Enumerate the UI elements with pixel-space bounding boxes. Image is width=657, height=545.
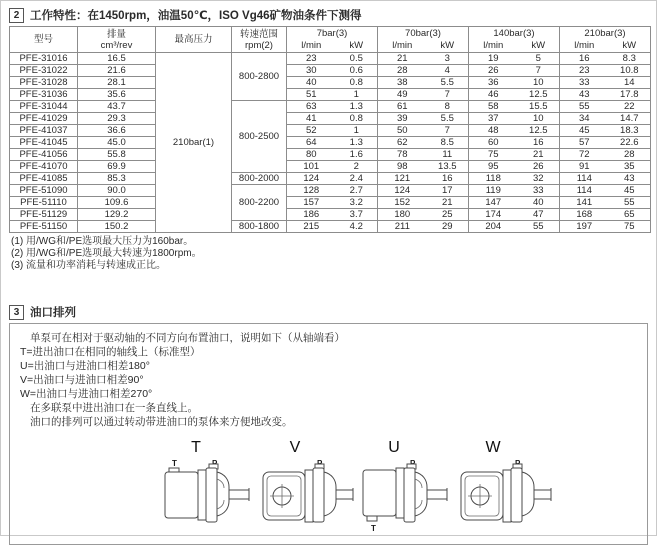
col-header-pressure-2 xyxy=(469,27,560,53)
value-lmin: 61 xyxy=(397,101,408,112)
value-lmin: 45 xyxy=(579,125,590,136)
cell-flow-power xyxy=(560,137,651,149)
value-kw: 75 xyxy=(624,221,635,232)
table-row xyxy=(10,221,651,233)
cell-flow-power xyxy=(378,149,469,161)
section2-header xyxy=(9,7,656,23)
value-lmin: 152 xyxy=(394,197,411,208)
footnote-3: (3) 流量和功率消耗与转速成正比。 xyxy=(11,260,166,271)
cell-flow-power xyxy=(287,65,378,77)
value-kw: 47 xyxy=(533,209,544,220)
value-kw: 17.8 xyxy=(620,89,639,100)
table-row xyxy=(10,101,651,113)
value-lmin: 55 xyxy=(579,101,590,112)
col-header-displacement: 排量 cm³/rev xyxy=(78,27,156,53)
value-lmin: 48 xyxy=(488,125,499,136)
value-kw: 18.3 xyxy=(620,125,639,136)
value-lmin: 39 xyxy=(397,113,408,124)
pump-diagram-V xyxy=(261,439,355,532)
value-lmin: 98 xyxy=(397,161,408,172)
value-lmin: 37 xyxy=(488,113,499,124)
col-header-max-pressure: 最高压力 xyxy=(156,27,232,53)
cell-flow-power xyxy=(378,101,469,113)
cell-flow-power xyxy=(287,161,378,173)
cell-flow-power xyxy=(378,137,469,149)
value-lmin: 63 xyxy=(306,101,317,112)
cell-model: PFE-41029 xyxy=(10,113,78,125)
value-lmin: 204 xyxy=(485,221,502,232)
cell-flow-power xyxy=(378,53,469,65)
value-kw: 1 xyxy=(353,89,359,100)
footnote-1: (1) 用/WG和/PE选项最大压力为160bar。 xyxy=(11,236,194,247)
port-line-rotate: 油口的排列可以通过转动带进油口的泵体来方便地改变。 xyxy=(30,416,293,428)
value-kw: 29 xyxy=(442,221,453,232)
value-kw: 1.3 xyxy=(349,101,363,112)
value-lmin: 101 xyxy=(303,161,320,172)
pump-diagram-W xyxy=(459,439,553,532)
value-lmin: 16 xyxy=(579,53,590,64)
value-lmin: 26 xyxy=(488,65,499,76)
cell-flow-power xyxy=(469,65,560,77)
value-lmin: 50 xyxy=(397,125,408,136)
value-kw: 16 xyxy=(533,137,544,148)
value-kw: 4 xyxy=(444,65,450,76)
cell-model: PFE-51090 xyxy=(10,185,78,197)
value-lmin: 34 xyxy=(579,113,590,124)
header-row xyxy=(10,27,651,53)
value-lmin: 211 xyxy=(394,221,410,232)
value-lmin: 141 xyxy=(576,197,593,208)
port-line-U: U=出油口与进油口相差180° xyxy=(20,360,150,372)
value-kw: 40 xyxy=(533,197,544,208)
table-row xyxy=(10,137,651,149)
cell-displacement: 36.6 xyxy=(78,125,156,137)
value-kw: 10 xyxy=(533,113,544,124)
sub-header-lmin: l/min xyxy=(301,40,322,51)
value-lmin: 91 xyxy=(579,161,590,172)
value-kw: 65 xyxy=(624,209,635,220)
value-lmin: 114 xyxy=(576,173,592,184)
cell-displacement: 129.2 xyxy=(78,209,156,221)
value-lmin: 180 xyxy=(394,209,411,220)
value-kw: 1.3 xyxy=(349,137,363,148)
cell-flow-power xyxy=(287,77,378,89)
value-kw: 55 xyxy=(533,221,544,232)
table-row xyxy=(10,149,651,161)
col-header-pressure-3 xyxy=(560,27,651,53)
cell-displacement: 55.8 xyxy=(78,149,156,161)
section3-title: 油口排列 xyxy=(30,307,76,319)
value-lmin: 147 xyxy=(485,197,502,208)
value-lmin: 128 xyxy=(303,185,320,196)
value-lmin: 197 xyxy=(576,221,593,232)
diagram-label-T: T xyxy=(191,439,201,456)
value-lmin: 58 xyxy=(488,101,499,112)
value-lmin: 114 xyxy=(576,185,592,196)
value-lmin: 49 xyxy=(397,89,408,100)
value-lmin: 174 xyxy=(485,209,502,220)
sub-header-kw: kW xyxy=(440,40,455,51)
value-lmin: 52 xyxy=(306,125,317,136)
cell-flow-power xyxy=(287,53,378,65)
cell-model: PFE-31028 xyxy=(10,77,78,89)
value-lmin: 72 xyxy=(579,149,590,160)
cell-flow-power xyxy=(287,185,378,197)
sub-header-lmin: l/min xyxy=(392,40,413,51)
cell-model: PFE-31036 xyxy=(10,89,78,101)
value-lmin: 157 xyxy=(303,197,320,208)
cell-flow-power xyxy=(469,77,560,89)
cell-flow-power xyxy=(469,101,560,113)
value-kw: 12.5 xyxy=(529,125,548,136)
value-lmin: 23 xyxy=(579,65,590,76)
value-kw: 55 xyxy=(624,197,635,208)
pressure-group-label: 70bar(3) xyxy=(405,28,441,39)
value-kw: 22 xyxy=(624,101,635,112)
cell-flow-power xyxy=(560,65,651,77)
value-kw: 2 xyxy=(353,161,359,172)
table-row xyxy=(10,77,651,89)
value-kw: 25 xyxy=(442,209,453,220)
cell-flow-power xyxy=(287,173,378,185)
cell-flow-power xyxy=(560,185,651,197)
cell-model: PFE-41070 xyxy=(10,161,78,173)
diagram-label-W: W xyxy=(485,439,501,456)
value-lmin: 62 xyxy=(397,137,408,148)
footnotes xyxy=(11,236,656,272)
cell-flow-power xyxy=(560,125,651,137)
diagram-label-U: U xyxy=(388,439,400,456)
value-lmin: 19 xyxy=(488,53,499,64)
cell-displacement: 109.6 xyxy=(78,197,156,209)
value-kw: 13.5 xyxy=(438,161,457,172)
value-kw: 43 xyxy=(624,173,635,184)
pump-diagrams xyxy=(162,439,647,532)
sub-header-kw: kW xyxy=(349,40,364,51)
cell-flow-power xyxy=(378,161,469,173)
value-lmin: 36 xyxy=(488,77,499,88)
cell-flow-power xyxy=(560,221,651,233)
table-row xyxy=(10,173,651,185)
value-kw: 26 xyxy=(533,161,544,172)
spec-table xyxy=(9,26,651,233)
value-kw: 7 xyxy=(535,65,541,76)
sub-header-kw: kW xyxy=(622,40,637,51)
cell-flow-power xyxy=(560,209,651,221)
value-lmin: 75 xyxy=(488,149,499,160)
cell-flow-power xyxy=(560,197,651,209)
value-kw: 45 xyxy=(624,185,635,196)
cell-flow-power xyxy=(378,197,469,209)
pump-diagram-U xyxy=(360,439,454,532)
value-kw: 21 xyxy=(533,149,544,160)
value-kw: 10.8 xyxy=(620,65,639,76)
cell-model: PFE-41037 xyxy=(10,125,78,137)
cell-flow-power xyxy=(560,113,651,125)
cell-flow-power xyxy=(560,77,651,89)
value-kw: 16 xyxy=(442,173,453,184)
value-lmin: 95 xyxy=(488,161,499,172)
value-lmin: 28 xyxy=(397,65,408,76)
value-lmin: 119 xyxy=(485,185,501,196)
value-kw: 7 xyxy=(444,89,450,100)
table-row xyxy=(10,65,651,77)
cell-displacement: 21.6 xyxy=(78,65,156,77)
col-header-pressure-0 xyxy=(287,27,378,53)
value-kw: 21 xyxy=(442,197,453,208)
port-line-T: T=进出油口在相同的轴线上（标准型） xyxy=(20,346,201,358)
port-line-intro: 单泵可在相对于驱动轴的不同方向布置油口，说明如下（从轴端看） xyxy=(30,332,345,344)
value-lmin: 38 xyxy=(397,77,408,88)
section2-title: 工作特性：在1450rpm，油温50℃，ISO Vg46矿物油条件下测得 xyxy=(30,10,362,22)
value-kw: 1.6 xyxy=(349,149,363,160)
value-kw: 1 xyxy=(353,125,359,136)
value-kw: 28 xyxy=(624,149,635,160)
cell-flow-power xyxy=(378,209,469,221)
value-lmin: 121 xyxy=(394,173,411,184)
cell-flow-power xyxy=(469,173,560,185)
value-lmin: 124 xyxy=(394,185,411,196)
cell-model: PFE-51110 xyxy=(10,197,78,209)
value-kw: 4.2 xyxy=(349,221,363,232)
pump-drawing-U-icon xyxy=(360,456,454,532)
cell-flow-power xyxy=(378,221,469,233)
value-kw: 14.7 xyxy=(620,113,639,124)
cell-model: PFE-51129 xyxy=(10,209,78,221)
cell-displacement: 150.2 xyxy=(78,221,156,233)
value-kw: 0.6 xyxy=(349,65,363,76)
cell-model: PFE-51150 xyxy=(10,221,78,233)
cell-model: PFE-41056 xyxy=(10,149,78,161)
cell-flow-power xyxy=(469,137,560,149)
value-lmin: 41 xyxy=(306,113,317,124)
cell-displacement: 29.3 xyxy=(78,113,156,125)
cell-flow-power xyxy=(378,185,469,197)
table-body xyxy=(10,53,651,233)
section3-number-box: 3 xyxy=(9,305,24,320)
cell-flow-power xyxy=(469,197,560,209)
cell-flow-power xyxy=(469,185,560,197)
value-lmin: 80 xyxy=(306,149,317,160)
cell-displacement: 35.6 xyxy=(78,89,156,101)
value-lmin: 57 xyxy=(579,137,590,148)
value-kw: 10 xyxy=(533,77,544,88)
value-lmin: 23 xyxy=(306,53,317,64)
pressure-group-label: 7bar(3) xyxy=(316,28,348,39)
cell-speed-range: 800-2800 xyxy=(232,53,287,101)
cell-model: PFE-31016 xyxy=(10,53,78,65)
cell-flow-power xyxy=(287,197,378,209)
value-lmin: 215 xyxy=(303,221,320,232)
value-kw: 5.5 xyxy=(440,77,454,88)
value-kw: 0.8 xyxy=(349,77,363,88)
port-line-multi: 在多联泵中进出油口在一条直线上。 xyxy=(30,402,198,414)
pressure-group-label: 140bar(3) xyxy=(493,28,535,39)
value-lmin: 60 xyxy=(488,137,499,148)
cell-model: PFE-41045 xyxy=(10,137,78,149)
port-label-T: T xyxy=(371,524,376,532)
value-lmin: 43 xyxy=(579,89,590,100)
cell-flow-power xyxy=(469,209,560,221)
pump-drawing-W-icon xyxy=(459,456,553,532)
value-kw: 0.5 xyxy=(349,53,363,64)
value-lmin: 40 xyxy=(306,77,317,88)
value-kw: 33 xyxy=(533,185,544,196)
cell-displacement: 28.1 xyxy=(78,77,156,89)
cell-flow-power xyxy=(469,125,560,137)
cell-displacement: 85.3 xyxy=(78,173,156,185)
cell-flow-power xyxy=(560,101,651,113)
cell-flow-power xyxy=(469,89,560,101)
cell-flow-power xyxy=(560,149,651,161)
value-lmin: 21 xyxy=(397,53,408,64)
sub-header-kw: kW xyxy=(531,40,546,51)
value-kw: 0.8 xyxy=(349,113,363,124)
port-label-T: T xyxy=(172,459,177,468)
table-row xyxy=(10,161,651,173)
section3-header xyxy=(9,304,656,320)
table-row xyxy=(10,53,651,65)
cell-model: PFE-31022 xyxy=(10,65,78,77)
cell-displacement: 90.0 xyxy=(78,185,156,197)
table-row xyxy=(10,113,651,125)
value-kw: 3 xyxy=(444,53,450,64)
value-kw: 3.7 xyxy=(349,209,363,220)
port-line-V: V=出油口与进油口相差90° xyxy=(20,374,144,386)
cell-flow-power xyxy=(287,113,378,125)
value-lmin: 118 xyxy=(485,173,501,184)
value-lmin: 51 xyxy=(306,89,317,100)
cell-flow-power xyxy=(560,161,651,173)
cell-speed-range: 800-2500 xyxy=(232,101,287,173)
value-lmin: 78 xyxy=(397,149,408,160)
value-kw: 8 xyxy=(444,101,450,112)
cell-displacement: 16.5 xyxy=(78,53,156,65)
cell-flow-power xyxy=(469,221,560,233)
cell-displacement: 45.0 xyxy=(78,137,156,149)
cell-flow-power xyxy=(378,113,469,125)
value-kw: 35 xyxy=(624,161,635,172)
cell-speed-range: 800-1800 xyxy=(232,221,287,233)
pump-diagram-T xyxy=(162,439,256,532)
cell-model: PFE-31044 xyxy=(10,101,78,113)
value-kw: 2.7 xyxy=(349,185,363,196)
section2-number-box: 2 xyxy=(9,8,24,23)
value-kw: 8.5 xyxy=(440,137,454,148)
cell-flow-power xyxy=(287,101,378,113)
col-header-model: 型号 xyxy=(10,27,78,53)
value-lmin: 64 xyxy=(306,137,317,148)
table-row xyxy=(10,125,651,137)
cell-flow-power xyxy=(469,53,560,65)
value-kw: 8.3 xyxy=(622,53,636,64)
cell-speed-range: 800-2200 xyxy=(232,185,287,221)
pressure-group-label: 210bar(3) xyxy=(584,28,626,39)
value-lmin: 33 xyxy=(579,77,590,88)
cell-flow-power xyxy=(378,77,469,89)
sub-header-lmin: l/min xyxy=(483,40,504,51)
value-lmin: 46 xyxy=(488,89,499,100)
cell-flow-power xyxy=(469,113,560,125)
value-kw: 7 xyxy=(444,125,450,136)
value-lmin: 30 xyxy=(306,65,317,76)
table-row xyxy=(10,89,651,101)
footnote-2: (2) 用/WG和/PE选项最大转速为1800rpm。 xyxy=(11,248,202,259)
table-head xyxy=(10,27,651,53)
value-kw: 22.6 xyxy=(620,137,639,148)
value-kw: 5.5 xyxy=(440,113,454,124)
cell-flow-power xyxy=(560,173,651,185)
port-arrangement-box xyxy=(9,323,648,545)
cell-speed-range: 800-2000 xyxy=(232,173,287,185)
value-lmin: 186 xyxy=(303,209,320,220)
value-kw: 14 xyxy=(624,77,635,88)
sub-header-lmin: l/min xyxy=(574,40,595,51)
col-header-pressure-1 xyxy=(378,27,469,53)
col-header-speed-range: 转速范围 rpm(2) xyxy=(232,27,287,53)
pump-drawing-T-icon xyxy=(162,456,256,532)
diagram-label-V: V xyxy=(289,439,301,456)
cell-displacement: 43.7 xyxy=(78,101,156,113)
cell-flow-power xyxy=(287,209,378,221)
cell-flow-power xyxy=(287,137,378,149)
cell-displacement: 69.9 xyxy=(78,161,156,173)
table-row xyxy=(10,209,651,221)
cell-flow-power xyxy=(378,65,469,77)
value-kw: 17 xyxy=(442,185,453,196)
cell-flow-power xyxy=(287,125,378,137)
port-line-W: W=出油口与进油口相差270° xyxy=(20,388,153,400)
value-kw: 15.5 xyxy=(529,101,548,112)
value-kw: 2.4 xyxy=(349,173,363,184)
cell-flow-power xyxy=(560,53,651,65)
cell-flow-power xyxy=(287,221,378,233)
value-kw: 3.2 xyxy=(349,197,363,208)
cell-flow-power xyxy=(287,149,378,161)
cell-model: PFE-41085 xyxy=(10,173,78,185)
cell-flow-power xyxy=(469,161,560,173)
cell-max-pressure: 210bar(1) xyxy=(156,53,232,233)
table-row xyxy=(10,185,651,197)
pump-drawing-V-icon xyxy=(261,456,355,532)
table-row xyxy=(10,197,651,209)
value-lmin: 168 xyxy=(576,209,593,220)
value-kw: 32 xyxy=(533,173,544,184)
value-kw: 5 xyxy=(535,53,541,64)
cell-flow-power xyxy=(287,89,378,101)
value-lmin: 124 xyxy=(303,173,320,184)
cell-flow-power xyxy=(560,89,651,101)
cell-flow-power xyxy=(469,149,560,161)
cell-flow-power xyxy=(378,125,469,137)
cell-flow-power xyxy=(378,89,469,101)
cell-flow-power xyxy=(378,173,469,185)
value-kw: 12.5 xyxy=(529,89,548,100)
value-kw: 11 xyxy=(442,149,453,160)
